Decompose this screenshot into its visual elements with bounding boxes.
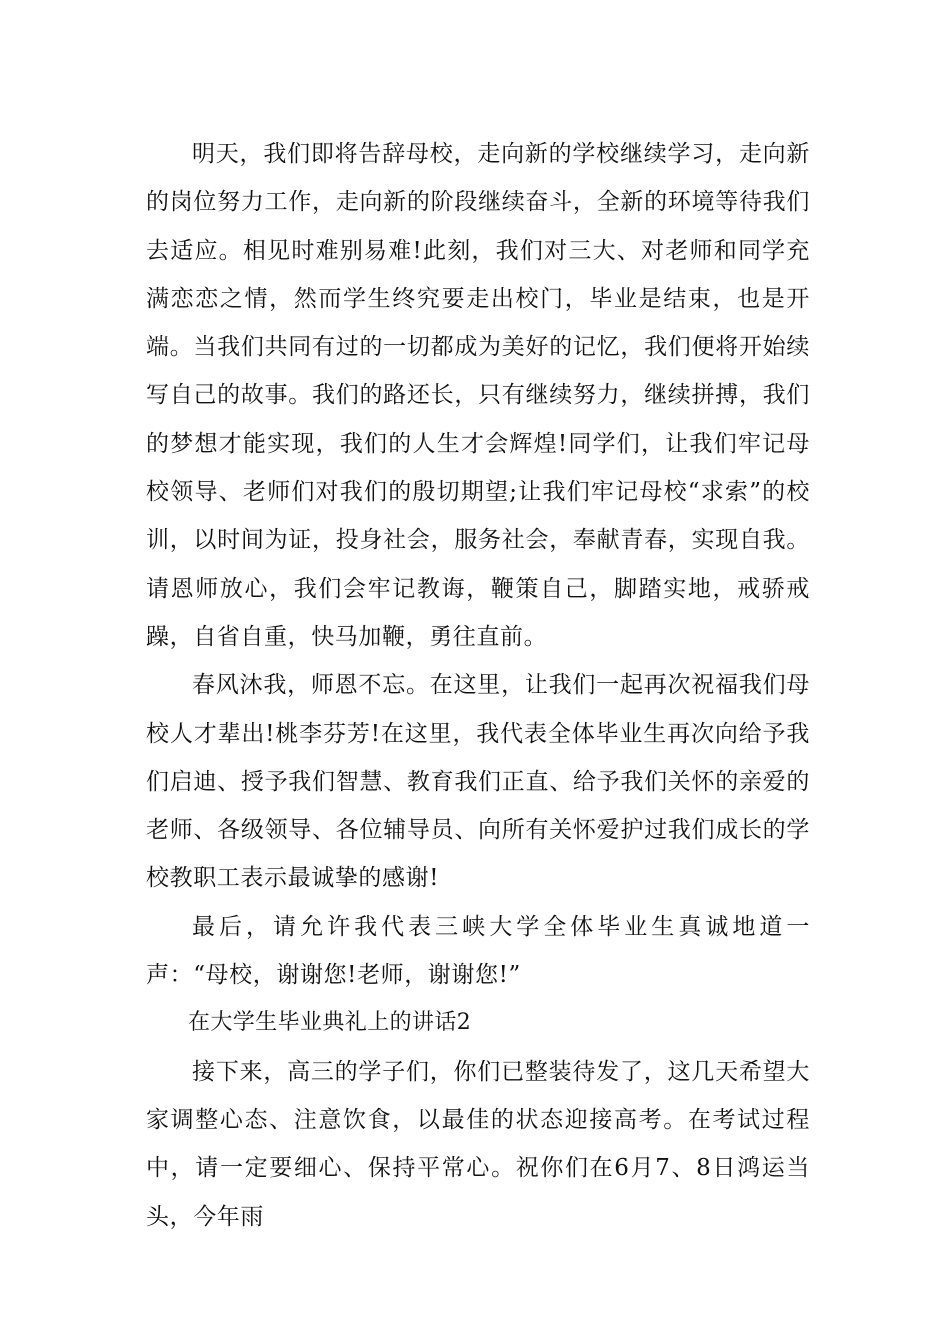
paragraph-exam-wishes: 接下来，高三的学子们，你们已整装待发了，这几天希望大家调整心态、注意饮食，以最佳的状态迎接高考。在考试过程中，请一定要细心、保持平常心。祝你们在6月7、8日鸿运当头，今年雨: [146, 1058, 810, 1230]
section-heading: 在大学生毕业典礼上的讲话2: [188, 1010, 472, 1036]
document-body: [146, 130, 810, 1241]
paragraph-closing-thanks: 最后，请允许我代表三峡大学全体毕业生真诚地道一声：“母校，谢谢您!老师，谢谢您!”: [146, 913, 810, 989]
paragraph-farewell: 明天，我们即将告辞母校，走向新的学校继续学习，走向新的岗位努力工作，走向新的阶段继续奋斗，全新的环境等待我们去适应。相见时难别易难!此刻，我们对三大、对老师和同学充满恋恋之情，然而学生终究要走出校门，毕业是结束，也是开端。当我们共同有过的一切都成为美好的记忆，我们便将开始续写自己的故事。我们的路还长，只有继续努力，继续拼搏，我们的梦想才能实现，我们的人生才会辉煌!同学们，让我们牢记母校领导、老师们对我们的殷切期望;让我们牢记母校“求索”的校训，以时间为证，投身社会，服务社会，奉献青春，实现自我。请恩师放心，我们会牢记教诲，鞭策自己，脚踏实地，戒骄戒躁，自省自重，快马加鞭，勇往直前。: [146, 141, 810, 650]
paragraph-gratitude: 春风沐我，师恩不忘。在这里，让我们一起再次祝福我们母校人才辈出!桃李芬芳!在这里，我代表全体毕业生再次向给予我们启迪、授予我们智慧、教育我们正直、给予我们关怀的亲爱的老师、各级领导、各位辅导员、向所有关怀爱护过我们成长的学校教职工表示最诚挚的感谢!: [146, 672, 810, 892]
